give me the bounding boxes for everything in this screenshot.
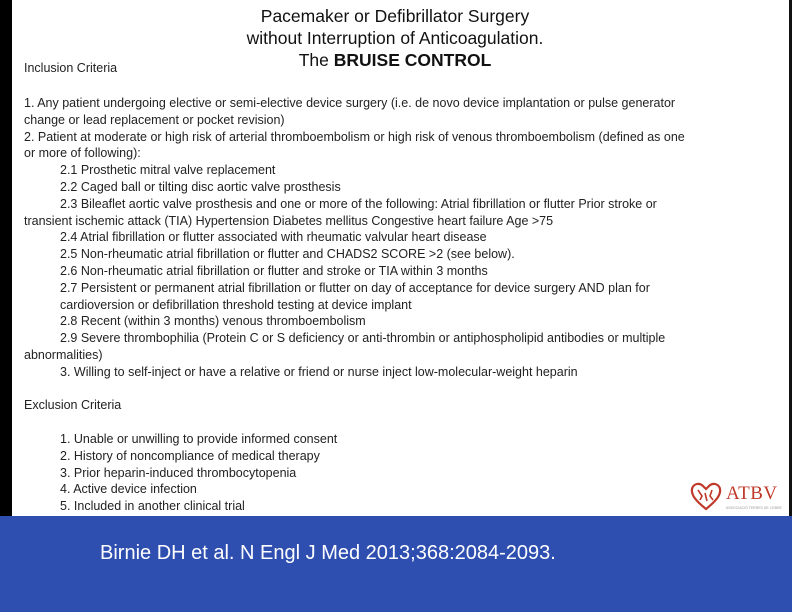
inclusion-line: 2.5 Non-rheumatic atrial fibrillation or flutter and CHADS2 SCORE >2 (see below). <box>60 247 515 262</box>
trial-name: BRUISE CONTROL <box>333 50 492 70</box>
inclusion-criteria-label: Inclusion Criteria <box>24 61 118 75</box>
slide-title <box>180 5 610 71</box>
title-line-2: without Interruption of Anticoagulation. <box>246 28 544 48</box>
inclusion-line: cardioversion or defibrillation threshold testing at device implant <box>60 297 412 312</box>
inclusion-line: or more of following): <box>24 146 141 161</box>
inclusion-line: 2.2 Caged ball or tilting disc aortic valve prosthesis <box>60 180 341 194</box>
citation: Birnie DH et al. N Engl J Med 2013;368:2084-2093. <box>100 542 556 564</box>
inclusion-line: 2.1 Prosthetic mitral valve replacement <box>60 163 276 178</box>
logo-tagline: ASSOCIACIÓ TERRES DE L'EBRE <box>726 506 782 510</box>
inclusion-line: 2.4 Atrial fibrillation or flutter associated with rheumatic valvular heart disease <box>60 230 487 245</box>
exclusion-line: 4. Active device infection <box>60 482 197 497</box>
inclusion-line: abnormalities) <box>24 348 103 362</box>
inclusion-line: 3. Willing to self-inject or have a relative or friend or nurse inject low-molecular-weight heparin <box>60 364 578 379</box>
title-prefix: The <box>298 50 334 70</box>
exclusion-line: 3. Prior heparin-induced thrombocytopenia <box>60 465 297 480</box>
inclusion-line: 2. Patient at moderate or high risk of arterial thromboembolism or high risk of venous thromboembolism (defined as one <box>24 129 685 144</box>
exclusion-line: 5. Included in another clinical trial <box>60 499 245 514</box>
atbv-logo <box>690 481 790 515</box>
inclusion-line: change or lead replacement or pocket revision) <box>24 112 285 127</box>
title-line-3 <box>180 49 610 71</box>
title-line-1: Pacemaker or Defibrillator Surgery <box>260 6 530 26</box>
exclusion-line: 1. Unable or unwilling to provide informed consent <box>60 432 338 446</box>
inclusion-line: 2.6 Non-rheumatic atrial fibrillation or flutter and stroke or TIA within 3 months <box>60 264 488 278</box>
inclusion-line: transient ischemic attack (TIA) Hypertension Diabetes mellitus Congestive heart failure Age >75 <box>24 213 554 228</box>
logo-name: ATBV <box>726 483 778 504</box>
inclusion-line: 2.9 Severe thrombophilia (Protein C or S deficiency or anti-thrombin or antiphospholipid antibodies or multiple <box>60 331 666 346</box>
inclusion-line: 2.7 Persistent or permanent atrial fibrillation or flutter on day of acceptance for device surgery AND plan for <box>60 280 650 295</box>
exclusion-criteria-label: Exclusion Criteria <box>24 398 122 413</box>
inclusion-line: 1. Any patient undergoing elective or semi-elective device surgery (i.e. de novo device implantation or pulse generator <box>24 96 676 110</box>
exclusion-line: 2. History of noncompliance of medical therapy <box>60 448 320 463</box>
heart-icon <box>690 481 722 511</box>
left-edge-bar <box>0 0 12 516</box>
inclusion-line: 2.3 Bileaflet aortic valve prosthesis and one or more of the following: Atrial fibrillation or flutter Prior stroke or <box>60 196 657 211</box>
inclusion-line: 2.8 Recent (within 3 months) venous thromboembolism <box>60 314 366 329</box>
